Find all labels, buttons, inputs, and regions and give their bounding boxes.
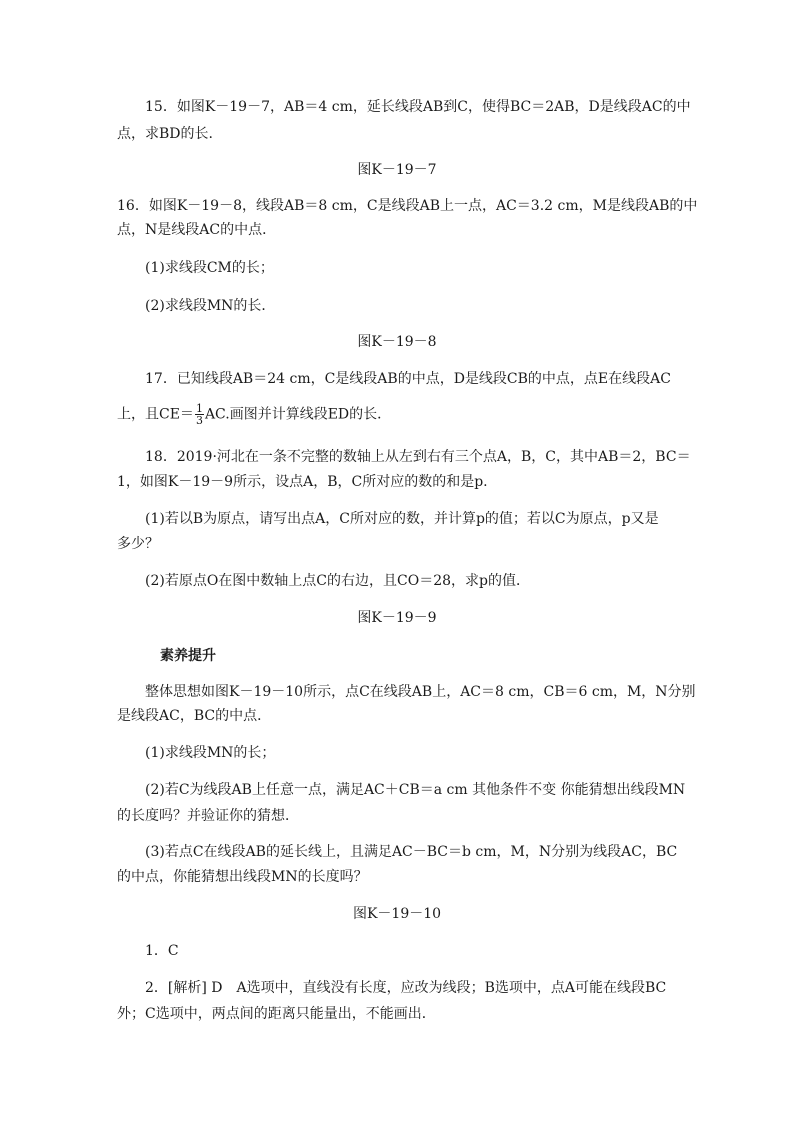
fraction-numerator: 1 [195, 402, 203, 415]
q18-figure-caption: 图K－19－9 [357, 610, 437, 626]
q19-part1: (1)求线段MN的长； [145, 745, 276, 761]
q19-figure-caption: 图K－19－10 [352, 906, 442, 922]
q18-text-line1: 18．2019·河北在一条不完整的数轴上从左到右有三个点A，B，C，其中AB＝2，BC＝ [145, 449, 691, 465]
q18-part1-line1: (1)若以B为原点，请写出点A，C所对应的数，并计算p的值；若以C为原点，p又是 [145, 511, 659, 527]
q15-text-line1: 15．如图K－19－7，AB＝4 cm，延长线段AB到C，使得BC＝2AB，D是线段AC的中 [145, 99, 691, 115]
q16-text-line1: 16．如图K－19－8，线段AB＝8 cm，C是线段AB上一点，AC＝3.2 cm，M是线段AB的中 [117, 198, 698, 214]
q17-text-line2 [117, 403, 391, 426]
q17-text-line1: 17．已知线段AB＝24 cm，C是线段AB的中点，D是线段CB的中点，点E在线段AC [145, 371, 671, 387]
q15-text-line2: 点，求BD的长. [117, 126, 213, 142]
answer-2-line1: 2．[解析] D A选项中，直线没有长度，应改为线段；B选项中，点A可能在线段BC [145, 980, 667, 996]
q19-part2-line1: (2)若C为线段AB上任意一点，满足AC＋CB＝a cm 其他条件不变 你能猜想出线段MN [145, 782, 686, 798]
q16-part1: (1)求线段CM的长； [145, 260, 274, 276]
fraction-one-third [195, 403, 204, 426]
q19-part3-line1: (3)若点C在线段AB的延长线上，且满足AC－BC＝b cm，M，N分别为线段AC，BC [145, 844, 678, 860]
q19-part3-line2: 的中点，你能猜想出线段MN的长度吗？ [117, 869, 368, 885]
q17-line2-pre: 上，且CE＝ [117, 406, 194, 423]
q19-text-line1: 整体思想如图K－19－10所示，点C在线段AB上，AC＝8 cm，CB＝6 cm，M，N分别 [145, 684, 696, 700]
section-heading: 素养提升 [160, 648, 216, 664]
q18-part2: (2)若原点O在图中数轴上点C的右边，且CO＝28，求p的值． [145, 573, 530, 589]
q16-part2: (2)求线段MN的长． [145, 298, 276, 314]
q18-text-line2: 1，如图K－19－9所示，设点A，B，C所对应的数的和是p. [117, 474, 488, 490]
answer-1: 1．C [145, 943, 179, 959]
q18-part1-line2: 多少？ [117, 536, 159, 552]
q19-text-line2: 是线段AC，BC的中点． [117, 708, 272, 724]
q19-part2-line2: 的长度吗？并验证你的猜想． [117, 808, 299, 824]
fraction-denominator: 3 [195, 414, 203, 427]
q17-line2-post: AC.画图并计算线段ED的长． [204, 406, 392, 423]
q15-figure-caption: 图K－19－7 [357, 162, 437, 178]
q16-text-line2: 点，N是线段AC的中点． [117, 222, 277, 238]
q16-figure-caption: 图K－19－8 [357, 334, 437, 350]
answer-2-line2: 外；C选项中，两点间的距离只能量出，不能画出． [117, 1006, 436, 1022]
